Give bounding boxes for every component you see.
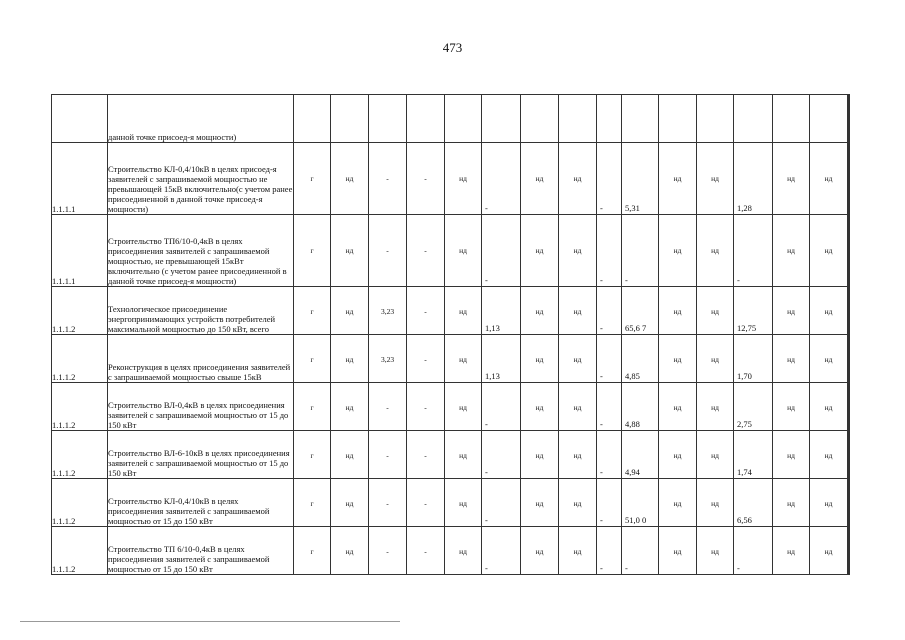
table-cell [294,95,331,143]
row-name: Строительство ТП6/10-0,4кВ в целях присоединения заявителей с запрашиваемой мощностью, не превышающей 15кВт включительно (с учетом ранее присоединенной в данной точке присоед-я мощности) [108,215,294,287]
cell-value: нд [535,355,544,365]
cell-value: нд [535,403,544,413]
cell-value: - [386,173,389,183]
cell-value: г [310,451,314,461]
table-cell [810,479,848,527]
cell-value: г [310,307,314,317]
table-row [52,335,850,383]
cell-value: - [386,403,389,413]
cell-value: 4,85 [625,371,640,381]
table-cell [294,431,331,479]
cell-value: нд [345,451,354,461]
table-cell [697,431,734,479]
table-cell [369,431,407,479]
table-cell [597,527,622,575]
cell-value: нд [573,451,582,461]
cell-value: нд [573,307,582,317]
cell-value: нд [345,403,354,413]
table-cell [482,143,521,215]
data-table [51,94,850,575]
row-code: 1.1.1.1 [52,215,108,287]
cell-value: 6,56 [737,515,752,525]
table-cell [331,287,369,335]
table-cell [294,527,331,575]
cell-value: 3,23 [380,355,395,365]
table-cell [445,479,482,527]
cell-value: - [600,371,603,381]
cell-value: - [424,245,427,255]
cell-value: - [485,275,488,285]
table-cell [331,95,369,143]
table-cell [331,143,369,215]
table-cell [482,527,521,575]
cell-value: 1,13 [485,371,500,381]
table-cell [810,143,848,215]
table-cell [773,287,810,335]
table-cell [697,383,734,431]
cell-value: - [485,467,488,477]
cell-value: нд [711,547,719,557]
table-cell [559,335,597,383]
table-cell [773,335,810,383]
table-cell [773,527,810,575]
cell-value: нд [573,245,582,255]
table-row [52,527,850,575]
table-cell [445,431,482,479]
table-cell [810,215,848,287]
table-row [52,383,850,431]
row-code: 1.1.1.2 [52,527,108,575]
table-cell [622,143,659,215]
table-cell [849,527,850,575]
table-cell [521,527,559,575]
table-cell [369,335,407,383]
cell-value: нд [345,307,354,317]
table-cell [810,383,848,431]
table-cell [407,479,445,527]
table-body [52,95,850,575]
table-cell [773,383,810,431]
table-cell [369,479,407,527]
table-cell [482,335,521,383]
table-cell [597,215,622,287]
table-cell [445,215,482,287]
cell-value: 1,13 [485,323,500,333]
row-name: Реконструкция в целях присоединения заявителей с запрашиваемой мощностью свыше 15кВ [108,335,294,383]
cell-value: 1,70 [737,371,752,381]
table-cell [622,431,659,479]
table-cell [597,431,622,479]
table-cell [773,479,810,527]
table-cell [734,335,773,383]
cell-value: нд [459,307,467,317]
cell-value: нд [459,355,467,365]
table-cell [810,431,848,479]
table-cell [521,383,559,431]
cell-value: нд [535,245,544,255]
cell-value: нд [787,547,795,557]
table-cell [734,527,773,575]
table-cell [622,383,659,431]
table-cell [407,527,445,575]
table-cell [734,287,773,335]
table-cell [331,215,369,287]
table-cell [294,215,331,287]
cell-value: нд [345,245,354,255]
cell-value: - [600,203,603,213]
cell-value: г [310,245,314,255]
table-cell [482,431,521,479]
cell-value: нд [573,355,582,365]
cell-value: нд [824,547,833,557]
table-cell [559,527,597,575]
cell-value: нд [824,307,833,317]
cell-value: нд [711,173,719,183]
cell-value: нд [535,173,544,183]
table-cell [773,431,810,479]
table-cell [294,383,331,431]
cell-value: нд [459,173,467,183]
cell-value: нд [711,307,719,317]
table-cell [369,95,407,143]
table-cell [622,479,659,527]
table-cell [445,335,482,383]
cell-value: - [737,563,740,573]
cell-value: 51,0 0 [625,515,647,525]
cell-value: нд [673,451,682,461]
row-code: 1.1.1.1 [52,143,108,215]
table-cell [407,383,445,431]
cell-value: г [310,499,314,509]
table-cell [849,215,850,287]
table-cell [659,527,697,575]
cell-value: нд [787,307,795,317]
cell-value: нд [345,499,354,509]
cell-value: 4,94 [625,467,640,477]
table-cell [597,143,622,215]
cell-value: нд [459,403,467,413]
row-name: Строительство КЛ-0,4/10кВ в целях присоед-я заявителей с запрашиваемой мощностью не превышающей 15кВ включительно(с учетом ранее присоединенной в данной точке присоед-я мощности) [108,143,294,215]
table-cell [331,335,369,383]
table-cell [810,95,848,143]
cell-value: - [386,499,389,509]
table-cell [697,95,734,143]
table-cell [482,95,521,143]
table-cell [521,215,559,287]
table-cell [659,95,697,143]
row-code: 1.1.1.2 [52,287,108,335]
row-name: данной точке присоед-я мощности) [108,95,294,143]
cell-value: нд [573,173,582,183]
table-cell [331,431,369,479]
table-cell [622,95,659,143]
cell-value: - [737,275,740,285]
cell-value: нд [711,355,719,365]
table-cell [849,335,850,383]
table-cell [622,287,659,335]
table-cell [294,143,331,215]
table-cell [734,215,773,287]
row-name: Технологическое присоединение энергопринимающих устройств потребителей максимальной мощностью до 150 кВт, всего [108,287,294,335]
table-cell [559,95,597,143]
footer-divider [20,621,400,622]
table-cell [559,383,597,431]
cell-value: нд [711,451,719,461]
cell-value: - [485,203,488,213]
cell-value: нд [345,173,354,183]
cell-value: нд [673,499,682,509]
cell-value: нд [535,499,544,509]
table-cell [734,95,773,143]
table-cell [810,527,848,575]
table-cell [331,479,369,527]
table-cell [445,95,482,143]
cell-value: нд [787,355,795,365]
cell-value: г [310,173,314,183]
table-cell [773,95,810,143]
row-name: Строительство ВЛ-0,4кВ в целях присоединения заявителей с запрашиваемой мощностью от 15 до 150 кВт [108,383,294,431]
table-cell [697,287,734,335]
table-cell [331,383,369,431]
cell-value: - [485,515,488,525]
cell-value: нд [535,547,544,557]
table-cell [294,335,331,383]
table-row [52,215,850,287]
table-cell [697,143,734,215]
table-cell [849,383,850,431]
table-cell [369,527,407,575]
table-cell [597,95,622,143]
table-row [52,95,850,143]
cell-value: нд [673,307,682,317]
cell-value: - [424,403,427,413]
table-cell [369,215,407,287]
table-cell [559,215,597,287]
cell-value: нд [824,355,833,365]
row-code: 1.1.1.2 [52,479,108,527]
table-cell [407,215,445,287]
cell-value: нд [787,403,795,413]
cell-value: - [485,419,488,429]
row-code: 1.1.1.2 [52,383,108,431]
table-cell [849,479,850,527]
cell-value: - [424,451,427,461]
table-cell [559,479,597,527]
cell-value: г [310,403,314,413]
table-cell [659,383,697,431]
table-cell [697,335,734,383]
cell-value: нд [824,173,833,183]
cell-value: нд [535,451,544,461]
table-cell [849,431,850,479]
cell-value: г [310,547,314,557]
cell-value: нд [824,403,833,413]
cell-value: нд [535,307,544,317]
cell-value: нд [459,451,467,461]
table-cell [622,215,659,287]
cell-value: 4,88 [625,419,640,429]
table-cell [445,143,482,215]
table-cell [559,431,597,479]
table-cell [849,95,850,143]
cell-value: нд [673,403,682,413]
table-cell [559,143,597,215]
cell-value: - [424,173,427,183]
cell-value: нд [711,245,719,255]
page-number: 473 [442,40,463,55]
cell-value: - [600,515,603,525]
cell-value: 3,23 [380,307,395,317]
table-cell [773,215,810,287]
cell-value: г [310,355,314,365]
table-cell [521,335,559,383]
table-cell [810,287,848,335]
cell-value: 1,28 [737,203,752,213]
cell-value: - [600,275,603,285]
cell-value: нд [673,173,682,183]
table-cell [369,143,407,215]
cell-value: - [625,563,628,573]
table-cell [445,287,482,335]
cell-value: - [386,245,389,255]
table-cell [659,335,697,383]
cell-value: нд [459,499,467,509]
row-name: Строительство ВЛ-6-10кВ в целях присоединения заявителей с запрашиваемой мощностью от 15 до 150 кВт [108,431,294,479]
cell-value: нд [711,499,719,509]
cell-value: нд [711,403,719,413]
cell-value: нд [673,547,682,557]
table-cell [849,143,850,215]
table-cell [445,383,482,431]
cell-value: нд [345,355,354,365]
cell-value: - [625,275,628,285]
cell-value: нд [573,403,582,413]
table-cell [597,287,622,335]
row-name: Строительство ТП 6/10-0,4кВ в целях присоединения заявителей с запрашиваемой мощностью от 15 до 150 кВт [108,527,294,575]
table-cell [734,431,773,479]
table-cell [521,287,559,335]
cell-value: - [600,467,603,477]
cell-value: нд [459,245,467,255]
table-cell [445,527,482,575]
table-cell [482,287,521,335]
table-cell [521,431,559,479]
table-row [52,431,850,479]
table-cell [521,479,559,527]
cell-value: 2,75 [737,419,752,429]
table-cell [659,143,697,215]
table-cell [482,215,521,287]
table-cell [482,383,521,431]
table-cell [597,383,622,431]
cell-value: 12,75 [737,323,757,333]
cell-value: нд [787,173,795,183]
cell-value: - [485,563,488,573]
row-name: Строительство КЛ-0,4/10кВ в целях присоединения заявителей с запрашиваемой мощностью от 15 до 150 кВт [108,479,294,527]
cell-value: нд [573,547,582,557]
row-code: 1.1.1.2 [52,335,108,383]
table-cell [559,287,597,335]
cell-value: - [424,307,427,317]
cell-value: нд [787,451,795,461]
table-cell [697,215,734,287]
cell-value: 65,6 7 [625,323,647,333]
cell-value: нд [673,245,682,255]
table-row [52,479,850,527]
table-cell [597,479,622,527]
table-cell [734,479,773,527]
table-cell [659,479,697,527]
table-cell [294,479,331,527]
table-cell [659,431,697,479]
table-cell [659,287,697,335]
table-cell [734,143,773,215]
cell-value: - [424,499,427,509]
cell-value: 1,74 [737,467,752,477]
table-cell [622,527,659,575]
table-cell [369,287,407,335]
cell-value: - [424,355,427,365]
table-cell [659,215,697,287]
cell-value: нд [673,355,682,365]
table-cell [407,95,445,143]
table-row [52,143,850,215]
table-cell [407,287,445,335]
table-cell [849,287,850,335]
table-cell [521,143,559,215]
cell-value: - [600,419,603,429]
row-code [52,95,108,143]
table-cell [597,335,622,383]
cell-value: нд [459,547,467,557]
cell-value: нд [824,245,833,255]
cell-value: нд [573,499,582,509]
cell-value: нд [787,245,795,255]
table-cell [294,287,331,335]
table-cell [407,431,445,479]
cell-value: нд [824,499,833,509]
table-cell [369,383,407,431]
cell-value: 5,31 [625,203,640,213]
table-cell [521,95,559,143]
row-code: 1.1.1.2 [52,431,108,479]
table-cell [697,479,734,527]
table-cell [773,143,810,215]
cell-value: нд [824,451,833,461]
table-cell [407,335,445,383]
table-cell [622,335,659,383]
cell-value: - [386,451,389,461]
cell-value: - [424,547,427,557]
cell-value: - [600,563,603,573]
table-row [52,287,850,335]
cell-value: нд [787,499,795,509]
table-cell [331,527,369,575]
table-cell [407,143,445,215]
cell-value: нд [345,547,354,557]
table-cell [482,479,521,527]
table-cell [810,335,848,383]
table-cell [697,527,734,575]
cell-value: - [600,323,603,333]
cell-value: - [386,547,389,557]
table-cell [734,383,773,431]
